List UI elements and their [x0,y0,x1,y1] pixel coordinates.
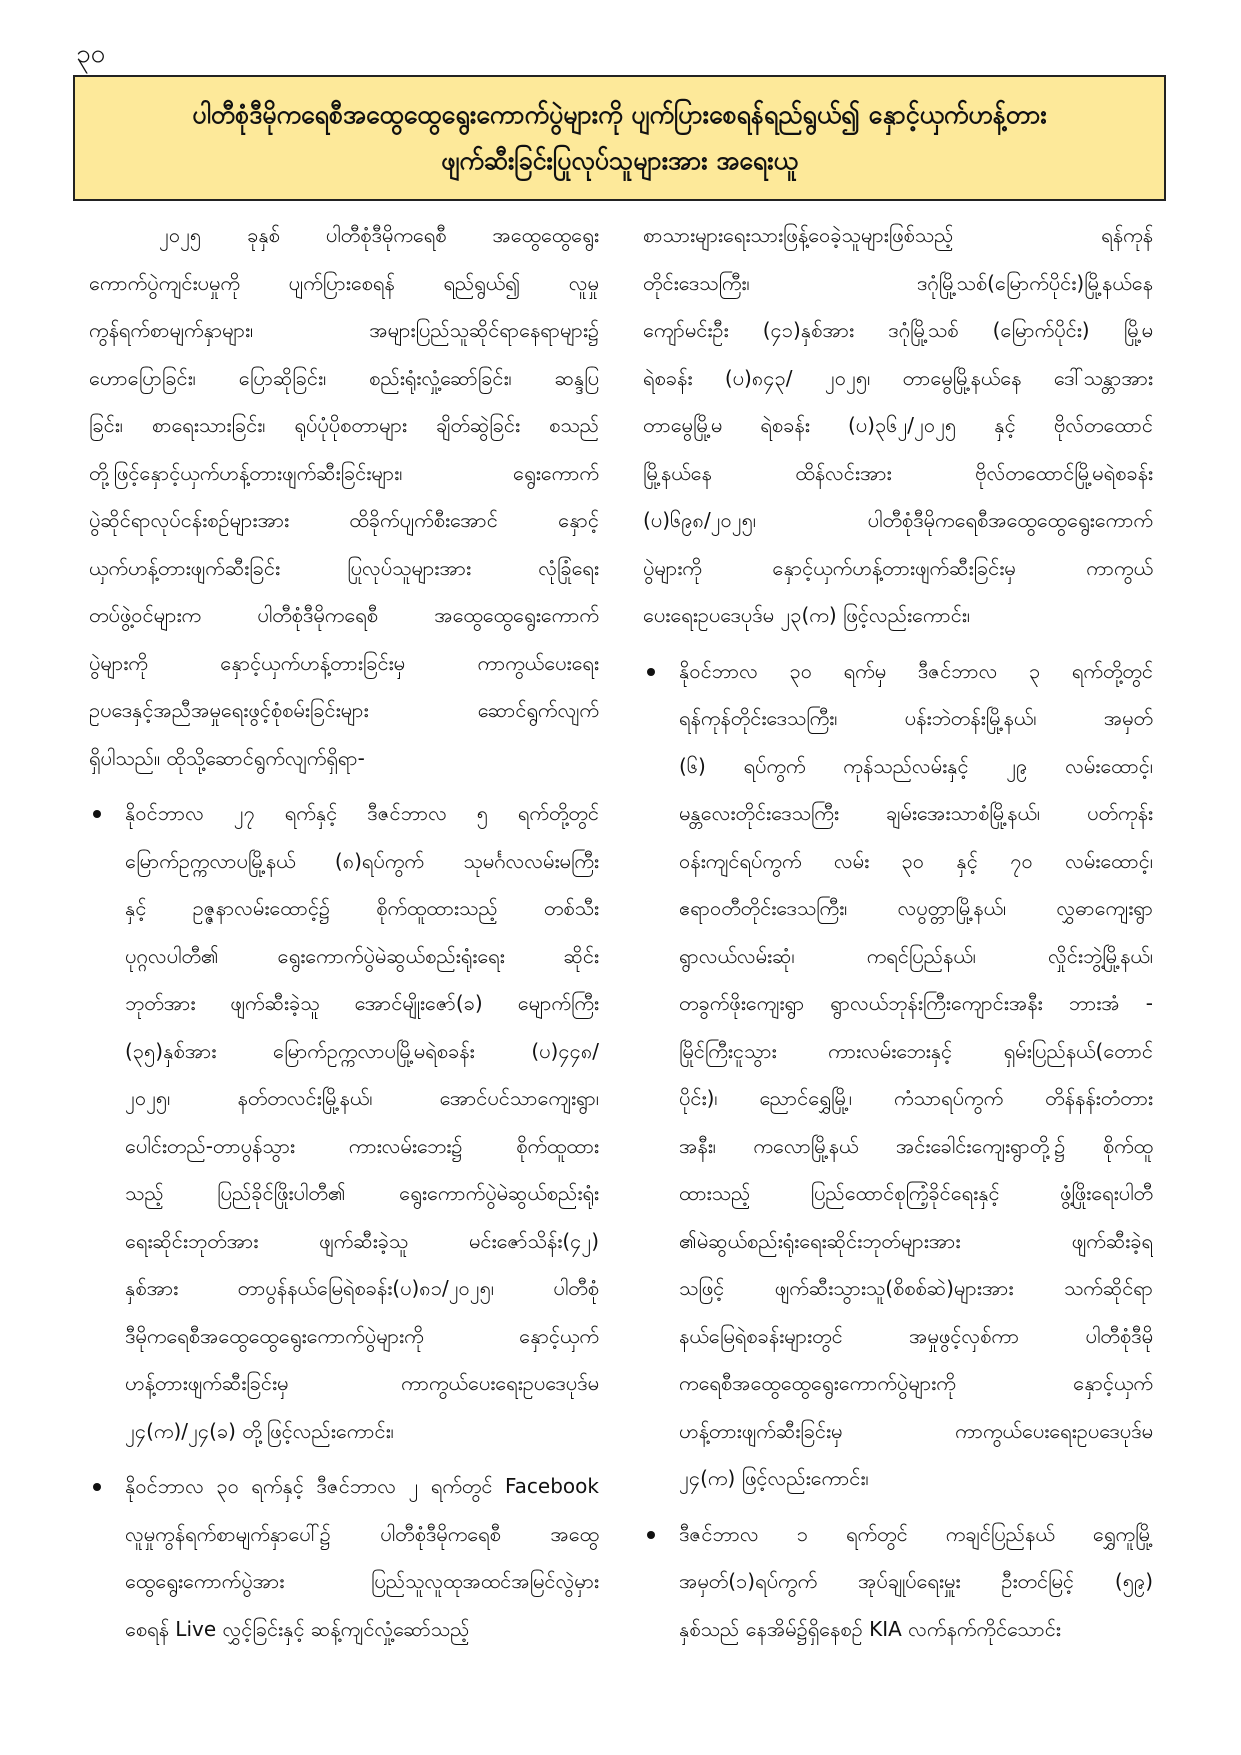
text-line: ပေါင်းတည်-တာပွန်သွား ကားလမ်းဘေး၌ စိုက်ထူထား [125,1133,599,1158]
text-line: ကျော်မင်းဦး (၄၁)နှစ်အား ဒဂုံမြို့သစ် (မြောက်ပိုင်း) မြို့မ [643,318,1153,342]
bullet-item [643,1511,1153,1654]
page-number: ၃၀ [76,39,106,69]
text-line: ၂၄(က) ဖြင့်လည်းကောင်း၊ [679,1466,869,1490]
text-line: ရွာလယ်လမ်းဆုံ၊ ကရင်ပြည်နယ်၊ လှိုင်းဘွဲ့မြို့နယ်၊ [679,943,1153,968]
text-line: ပိုင်း)၊ ညောင်ရွှေမြို့၊ ကံသာရပ်ကွက် တိန်နန်းတံတား [679,1086,1153,1110]
text-line: ပွဲဆိုင်ရာလုပ်ငန်းစဉ်များအား ထိခိုက်ပျက်စီးအောင် နှောင့် [89,508,599,532]
text-line: စေရန် Live လွှင့်ခြင်းနှင့် ဆန့်ကျင်လှုံ့ဆော်သည့် [125,1616,470,1641]
bullet-icon [93,1483,101,1491]
text-line: ယှက်ဟန့်တားဖျက်ဆီးခြင်း ပြုလုပ်သူများအား လုံခြုံရေး [89,555,599,580]
text-line: ၂၀၂၅ ခုနှစ် ပါတီစုံဒီမိုကရေစီ အထွေထွေရွေး [159,223,599,247]
text-line: ဘုတ်အား ဖျက်ဆီးခဲ့သူ အောင်မျိုးဇော်(ခ) မျောက်ကြီး [125,991,599,1015]
text-line: သဖြင့် ဖျက်ဆီးသွားသူ(စိစစ်ဆဲ)များအား သက်ဆိုင်ရာ [679,1276,1153,1300]
bullet-icon [93,810,101,818]
bullet-item [89,1463,599,1653]
text-line: ဝန်းကျင်ရပ်ကွက် လမ်း ၃၀ နှင့် ၇၀ လမ်းထောင့်၊ [679,848,1153,873]
text-line: ပေးရေးဥပဒေပုဒ်မ ၂၃(က) ဖြင့်လည်းကောင်း၊ [643,603,971,627]
text-line: ပွဲများကို နှောင့်ယှက်ဟန့်တားခြင်းမှ ကာကွယ်ပေးရေး [89,650,599,675]
text-line: အနီး၊ ကလောမြို့နယ် အင်းခေါင်းကျေးရွာတို့၌ စိုက်ထူ [679,1133,1153,1158]
article-title-box [73,75,1166,201]
text-line: နိုဝင်ဘာလ ၂၇ ရက်နှင့် ဒီဇင်ဘာလ ၅ ရက်တို့တွင် [125,801,599,825]
text-line: နယ်မြေရဲစခန်းများတွင် အမှုဖွင့်လှစ်ကာ ပါတီစုံဒီမို [679,1323,1153,1348]
text-line: နှစ်အား တာပွန်နယ်မြေရဲစခန်း(ပ)၈၁/၂၀၂၅၊ ပါတီစုံ [125,1276,599,1300]
text-line: (၃၅)နှစ်အား မြောက်ဥက္ကလာပမြို့မရဲစခန်း (ပ)၄၄၈/ [125,1038,599,1063]
text-line: ဟန့်တားဖျက်ဆီးခြင်းမှ ကာကွယ်ပေးရေးဥပဒေပုဒ်မ [679,1418,1153,1443]
text-line: ဥပဒေနှင့်အညီအမှုရေးဖွင့်စုံစမ်းခြင်းများ ဆောင်ရွက်လျက် [89,698,599,722]
right-column [643,212,1153,1661]
text-line: ပွဲများကို နှောင့်ယှက်ဟန့်တားဖျက်ဆီးခြင်းမှ ကာကွယ် [643,555,1153,580]
text-line: တခွက်ဖိုးကျေးရွာ ရွာလယ်ဘုန်းကြီးကျောင်းအနီး ဘားအံ - [679,991,1153,1015]
text-line: မြောက်ဥက္ကလာပမြို့နယ် (၈)ရပ်ကွက် သုမင်္ဂလလမ်းမကြီး [125,848,599,873]
text-line: သည့် ပြည်ခိုင်ဖြိုးပါတီ၏ ရွေးကောက်ပွဲမဲဆွယ်စည်းရုံး [125,1181,599,1205]
bullet-item [89,790,599,1455]
text-line: ဒီဇင်ဘာလ ၁ ရက်တွင် ကချင်ပြည်နယ် ရွှေကူမြို့ [679,1521,1153,1546]
text-line: တို့ဖြင့်နှောင့်ယှက်ဟန့်တားဖျက်ဆီးခြင်းများ၊ ရွေးကောက် [89,460,599,485]
text-line: ရှိပါသည်။ ထိုသို့ဆောင်ရွက်လျက်ရှိရာ- [89,745,365,770]
text-line: ဧရာဝတီတိုင်းဒေသကြီး၊ လပွတ္တာမြို့နယ်၊ လွှဓာကျေးရွာ [679,896,1153,920]
text-line: မြို့နယ်နေ ထိန်လင်းအား ဗိုလ်တထောင်မြို့မရဲစခန်း [643,460,1153,485]
text-line: လူမှုကွန်ရက်စာမျက်နှာပေါ်၌ ပါတီစုံဒီမိုကရေစီ အထွေ [125,1521,599,1546]
text-line: တာမွေမြို့မ ရဲစခန်း (ပ)၃၆၂/၂၀၂၅ နှင့် ဗိုလ်တထောင် [643,413,1153,437]
text-line: တိုင်းဒေသကြီး၊ ဒဂုံမြို့သစ်(မြောက်ပိုင်း)မြို့နယ်နေ [643,270,1153,295]
text-line: (ပ)၆၉၈/၂၀၂၅၊ ပါတီစုံဒီမိုကရေစီအထွေထွေရွေးကောက် [643,508,1153,532]
text-line: ရေးဆိုင်းဘုတ်အား ဖျက်ဆီးခဲ့သူ မင်းဇော်သိန်း(၄၂) [125,1228,599,1253]
text-line: (၆) ရပ်ကွက် ကုန်သည်လမ်းနှင့် ၂၉ လမ်းထောင့်၊ [679,753,1153,778]
text-line: ရဲစခန်း (ပ)၈၄၃/ ၂၀၂၅၊ တာမွေမြို့နယ်နေ ဒေါ်သန္တာအား [643,365,1153,390]
bullet-icon [647,668,655,676]
text-line: ပုဂ္ဂလပါတီ၏ ရွေးကောက်ပွဲမဲဆွယ်စည်းရုံးရေး ဆိုင်း [125,943,599,968]
text-line: နှစ်သည် နေအိမ်၌ရှိနေစဉ် KIA လက်နက်ကိုင်သောင်း [679,1616,1061,1641]
paragraph [643,212,1153,640]
text-line: ဟောပြောခြင်း၊ ပြောဆိုခြင်း၊ စည်းရုံးလှုံ့ဆော်ခြင်း၊ ဆန္ဒပြ [89,365,599,390]
bullet-icon [647,1531,655,1539]
paragraph [89,212,599,782]
text-line: ဟန့်တားဖျက်ဆီးခြင်းမှ ကာကွယ်ပေးရေးဥပဒေပုဒ်မ [125,1371,599,1395]
text-line: မန္တလေးတိုင်းဒေသကြီး ချမ်းအေးသာစံမြို့နယ်၊ ပတ်ကုန်း [679,801,1153,825]
text-line: ကောက်ပွဲကျင်းပမှုကို ပျက်ပြားစေရန် ရည်ရွယ်၍ လူမှု [89,270,599,295]
text-line: ထွေရွေးကောက်ပွဲအား ပြည်သူလူထုအထင်အမြင်လွဲမှား [125,1569,599,1593]
text-line: နိုဝင်ဘာလ ၃၀ ရက်မှ ဒီဇင်ဘာလ ၃ ရက်တို့တွင် [679,658,1153,683]
text-line: အမှတ်(၁)ရပ်ကွက် အုပ်ချုပ်ရေးမှူး ဦးတင်မြင့် (၅၉) [679,1569,1153,1593]
article-title-line-2: ဖျက်ဆီးခြင်းပြုလုပ်သူများအား အရေးယူ [441,146,798,175]
text-line: စာသားများရေးသားဖြန့်ဝေခဲ့သူများဖြစ်သည့် ရန်ကုန် [643,223,1153,247]
text-line: ကရေစီအထွေထွေရွေးကောက်ပွဲများကို နှောင့်ယှက် [679,1371,1153,1395]
text-line: နိုဝင်ဘာလ ၃၀ ရက်နှင့် ဒီဇင်ဘာလ ၂ ရက်တွင် Facebook [125,1474,599,1498]
text-line: ကွန်ရက်စာမျက်နှာများ၊ အများပြည်သူဆိုင်ရာနေရာများ၌ [89,318,599,342]
text-line: ဒီမိုကရေစီအထွေထွေရွေးကောက်ပွဲများကို နှောင့်ယှက် [125,1323,599,1348]
text-line: နှင့် ဥဇ္ဇနာလမ်းထောင့်၌ စိုက်ထူထားသည့် တစ်သီး [125,896,599,920]
text-line: ရန်ကုန်တိုင်းဒေသကြီး၊ ပန်းဘဲတန်းမြို့နယ်၊ အမှတ် [679,706,1153,730]
text-line: ၂၀၂၅၊ နတ်တလင်းမြို့နယ်၊ အောင်ပင်သာကျေးရွာ၊ [125,1086,599,1110]
text-line: မြိုင်ကြီးငူသွား ကားလမ်းဘေးနှင့် ရှမ်းပြည်နယ်(တောင် [679,1038,1153,1063]
text-line: တပ်ဖွဲ့ဝင်များက ပါတီစုံဒီမိုကရေစီ အထွေထွေရွေးကောက် [89,603,599,627]
article-title-line-1: ပါတီစုံဒီမိုကရေစီအထွေထွေရွေးကောက်ပွဲများကို ပျက်ပြားစေရန်ရည်ရွယ်၍ နှောင့်ယှက်ဟန့်တား [192,100,1047,129]
left-column [89,212,599,1661]
text-line: ထားသည့် ပြည်ထောင်စုကြံ့ခိုင်ရေးနှင့် ဖွံ့ဖြိုးရေးပါတီ [679,1181,1153,1205]
text-line: ၂၄(က)/၂၄(ခ) တို့ဖြင့်လည်းကောင်း၊ [125,1418,394,1443]
text-line: ၏မဲဆွယ်စည်းရုံးရေးဆိုင်းဘုတ်များအား ဖျက်ဆီးခဲ့ရ [679,1228,1153,1253]
text-line: ခြင်း၊ စာရေးသားခြင်း၊ ရုပ်ပုံပိုစတာများ ချိတ်ဆွဲခြင်း စသည် [89,413,599,437]
bullet-item [643,648,1153,1503]
